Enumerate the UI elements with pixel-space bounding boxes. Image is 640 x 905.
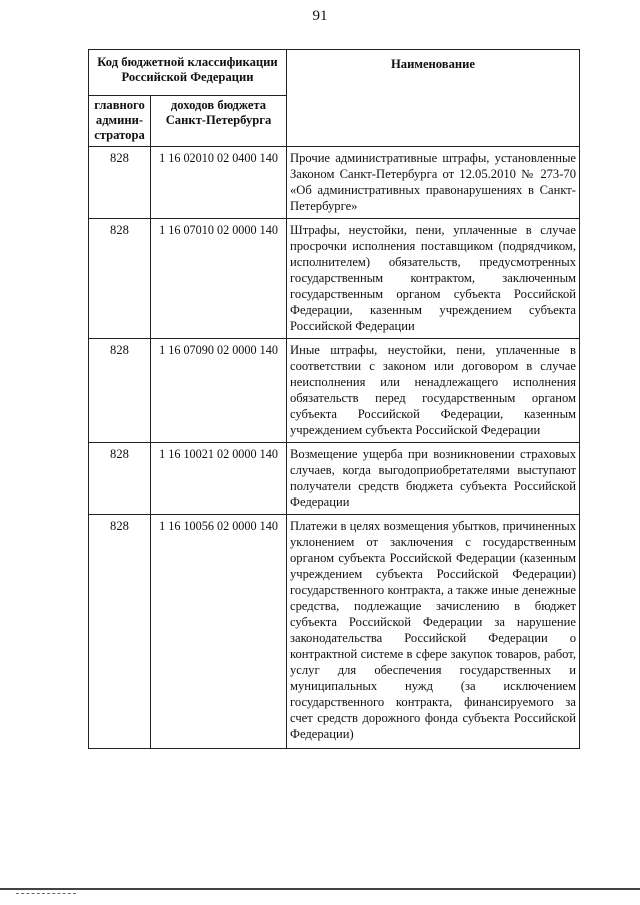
- row-admin-code: 828: [89, 219, 151, 339]
- row-income-code: 1 16 10056 02 0000 140: [151, 515, 287, 749]
- table-row: [89, 219, 580, 339]
- row-admin-code: 828: [89, 147, 151, 219]
- row-income-code: 1 16 10021 02 0000 140: [151, 443, 287, 515]
- header-admin: главного админи-стратора: [89, 96, 151, 147]
- page-number: 91: [312, 8, 328, 24]
- row-admin-code: 828: [89, 339, 151, 443]
- row-name: Платежи в целях возмещения убытков, причиненных уклонением от заключения с государственным органом субъекта Российской Федерации (казенным учреждением субъекта Российской Федерации) государственного контракта, а также иные денежные средства, подлежащие зачислению в бюджет субъекта Российской Федерации за нарушение законодательства Российской Федерации о контрактной системе в сфере закупок товаров, работ, услуг для обеспечения государственных и муниципальных нужд (за исключением государственного контракта, финансируемого за счет средств дорожного фонда субъекта Российской Федерации): [287, 515, 580, 749]
- row-name: Штрафы, неустойки, пени, уплаченные в случае просрочки исполнения поставщиком (подрядчиком, исполнителем) обязательств, предусмотренных государственным контрактом, заключенным государственным органом субъекта Российской Федерации, казенным учреждением субъекта Российской Федерации: [287, 219, 580, 339]
- table-row: [89, 339, 580, 443]
- row-income-code: 1 16 07090 02 0000 140: [151, 339, 287, 443]
- footer-divider: [0, 888, 640, 890]
- row-name: Иные штрафы, неустойки, пени, уплаченные в соответствии с законом или договором в случае неисполнения или ненадлежащего исполнения обязательств перед государственным органом субъекта Российской Федерации, казенным учреждением субъекта Российской Федерации: [287, 339, 580, 443]
- row-income-code: 1 16 02010 02 0400 140: [151, 147, 287, 219]
- row-income-code: 1 16 07010 02 0000 140: [151, 219, 287, 339]
- row-admin-code: 828: [89, 443, 151, 515]
- row-name: Прочие административные штрафы, установленные Законом Санкт-Петербурга от 12.05.2010 № 273-70 «Об административных правонарушениях в Санкт-Петербурге»: [287, 147, 580, 219]
- budget-classification-table: [88, 49, 580, 749]
- table-row: [89, 443, 580, 515]
- header-code-group: Код бюджетной классификации Российской Федерации: [89, 50, 287, 96]
- header-name: Наименование: [287, 50, 580, 147]
- header-income: доходов бюджета Санкт-Петербурга: [151, 96, 287, 147]
- table-row: [89, 147, 580, 219]
- row-name: Возмещение ущерба при возникновении страховых случаев, когда выгодоприобретателями выступают получатели средств бюджета субъекта Российской Федерации: [287, 443, 580, 515]
- row-admin-code: 828: [89, 515, 151, 749]
- table-row: [89, 515, 580, 749]
- footer-scan-mark: [16, 893, 76, 895]
